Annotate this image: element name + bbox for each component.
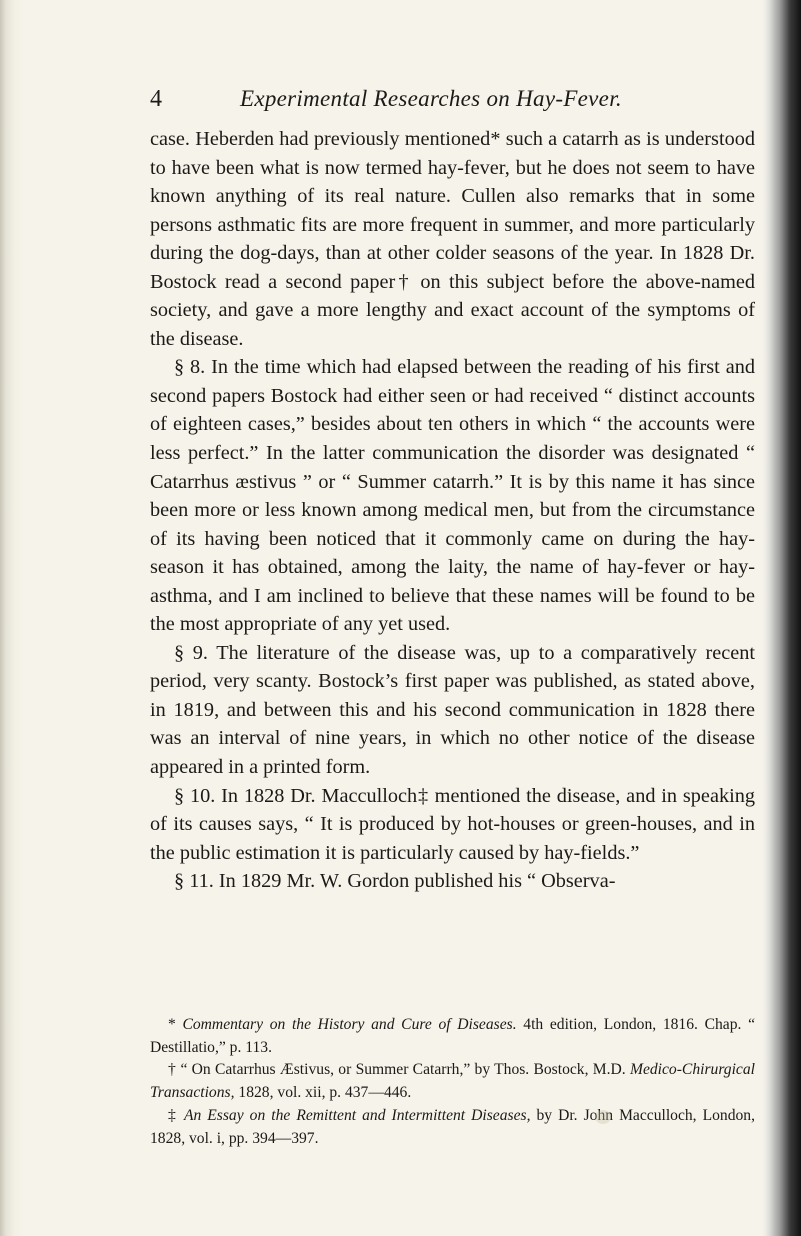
paragraph-section-9: § 9. The literature of the disease was, up to a comparatively recent period, very scanty. Bostock’s first paper was published, as stated above, in 1819, and between this and his second communication in 1828 there was an interval of nine years, in which no other notice of the disease appeared in a printed form. xyxy=(150,641,755,779)
footnote-mark: † xyxy=(168,1061,177,1079)
body-text xyxy=(150,125,755,896)
running-title: Experimental Researches on Hay-Fever. xyxy=(240,86,622,111)
footnote-title: Commentary on the History and Cure of Diseases. xyxy=(182,1016,517,1033)
page-left-edge xyxy=(0,0,24,1236)
footnote-mark: ‡ xyxy=(168,1106,178,1124)
footnote-text: 4th edition, London, 1816. Chap. “ Destillatio,” p. 113. xyxy=(150,1016,755,1056)
footnote-3 xyxy=(150,1105,755,1150)
paper-smudge xyxy=(595,1110,611,1124)
footnote-2 xyxy=(150,1059,755,1104)
footnote-title: An Essay on the Remittent and Intermittent Diseases, xyxy=(183,1106,531,1124)
page-header xyxy=(150,86,740,114)
book-binding-edge xyxy=(762,0,801,1236)
footnote-text: “ On Catarrhus Æstivus, or Summer Catarrh,” by Thos. Bostock, M.D. xyxy=(180,1061,626,1079)
footnote-mark: * xyxy=(168,1016,176,1033)
footnote-1 xyxy=(150,1014,755,1059)
page-number: 4 xyxy=(150,86,162,112)
paragraph-continuation: case. Heberden had previously mentioned* such a catarrh as is understood to have been what is now termed hay-fever, but he does not seem to have known anything of its real nature. Cullen also remarks that in some persons asthmatic fits are more frequent in summer, and more particularly during the dog-days, than at other colder seasons of the year. In 1828 Dr. Bostock read a second paper† on this subject before the above-named society, and gave a more lengthy and exact account of the symptoms of the disease. xyxy=(150,128,755,350)
paragraph-section-8: § 8. In the time which had elapsed between the reading of his first and second papers Bostock had either seen or had received “ distinct accounts of eighteen cases,” besides about ten others in which “ the accounts were less perfect.” In the latter communication the disorder was designated “ Catarrhus æstivus ” or “ Summer catarrh.” It is by this name it has since been more or less known among medical men, but from the circumstance of its having been noticed that it commonly came on during the hay-season it has obtained, among the laity, the name of hay-fever or hay-asthma, and I am inclined to believe that these names will be found to be the most appropriate of any yet used. xyxy=(150,356,755,636)
footnote-title: Medico-Chirurgical Transactions, xyxy=(150,1061,755,1102)
footnote-text: 1828, vol. xii, p. 437—446. xyxy=(238,1084,412,1102)
footnote-text: by Dr. John Macculloch, London, 1828, vol. i, pp. 394—397. xyxy=(150,1106,755,1147)
footnotes xyxy=(150,1014,755,1150)
paragraph-section-10: § 10. In 1828 Dr. Macculloch‡ mentioned the disease, and in speaking of its causes says, “ It is produced by hot-houses or green-houses, and in the public estimation it is particularly caused by hay-fields.” xyxy=(150,784,755,864)
paragraph-section-11: § 11. In 1829 Mr. W. Gordon published his “ Observa- xyxy=(174,870,616,893)
